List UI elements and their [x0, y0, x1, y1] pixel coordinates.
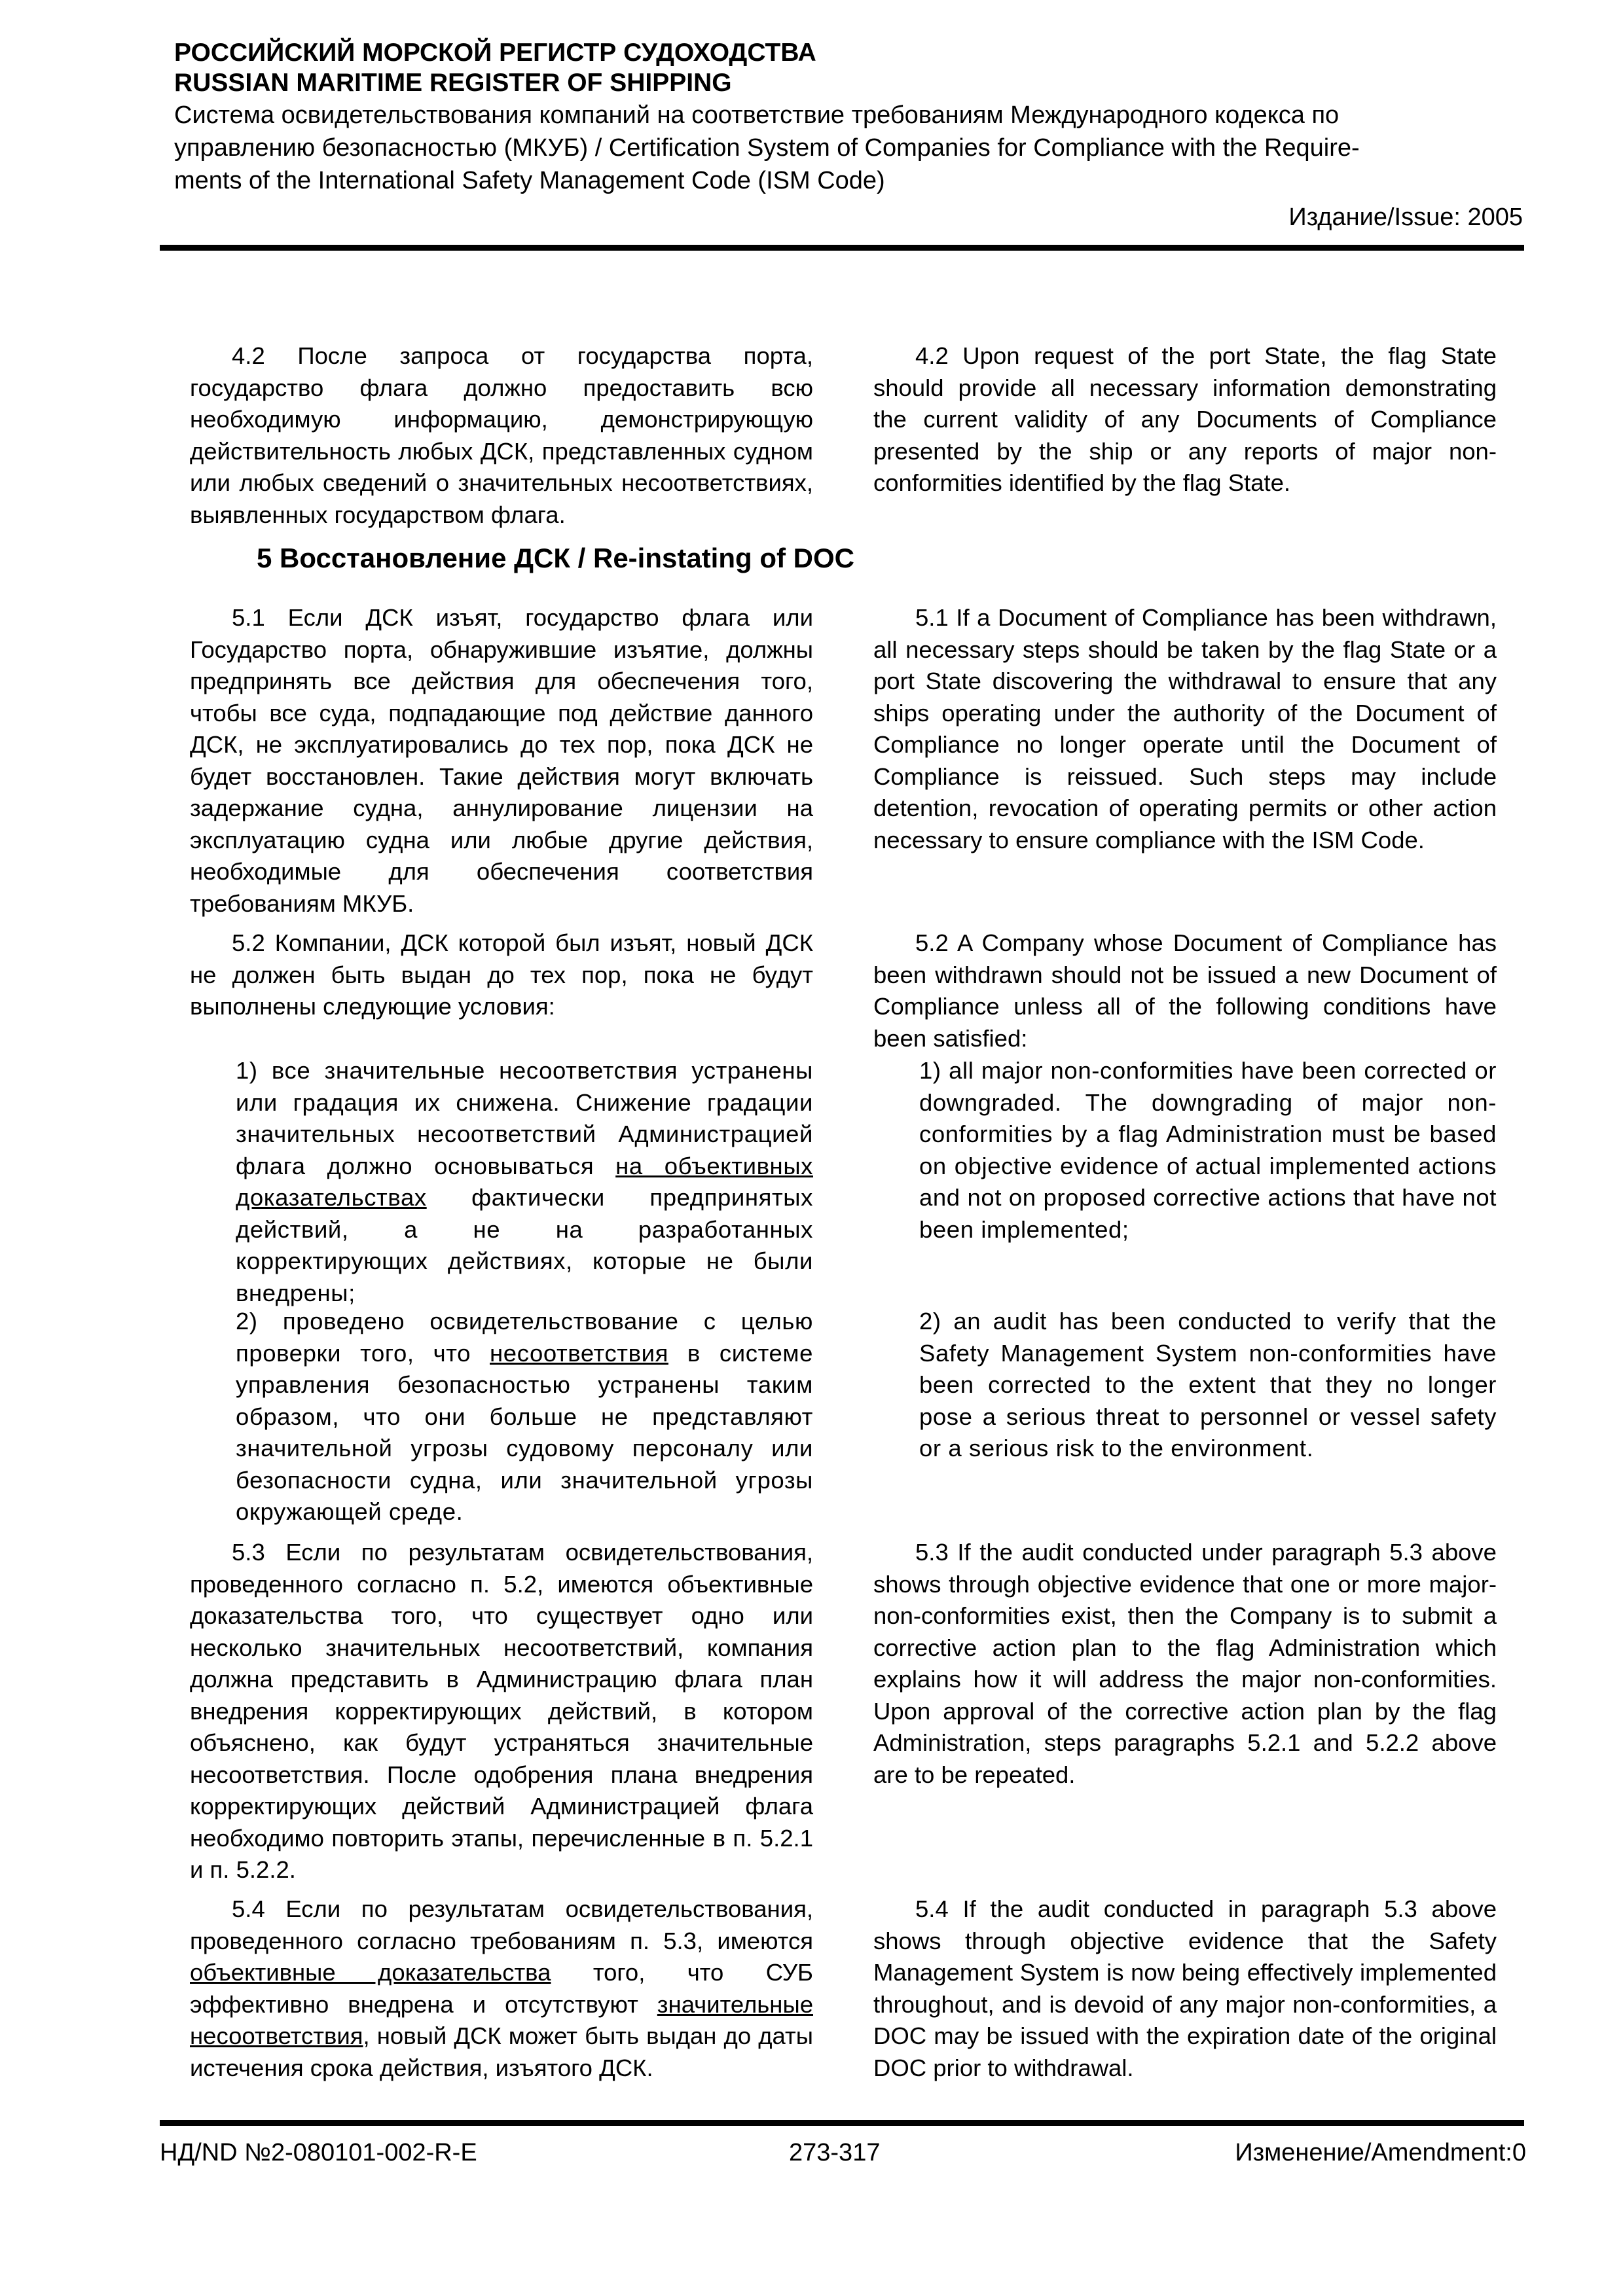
en-paragraph-5-3: 5.3 If the audit conducted under paragraph 5.3 above shows through objective evidence that one or more major-non-conformities exist, then the Company is to submit a corrective action plan to the flag Administration which explains how it will address the major non-conformities. Upon approval of the corrective action plan by the flag Administration, steps paragraphs 5.2.1 and 5.2.2 above are to be repeated. [873, 1539, 1497, 1788]
ru-paragraph-5-2: 5.2 Компании, ДСК которой был изъят, новый ДСК не должен быть выдан до тех пор, пока не будут выполнены следующие условия: [190, 929, 813, 1020]
document-number: НД/ND №2-080101-002-R-E [160, 2139, 477, 2166]
en-paragraph-5-1: 5.1 If a Document of Compliance has been withdrawn, all necessary steps should be taken by the flag State or a port State discovering the withdrawal to ensure that any ships operating under the authority of the Document of Compliance no longer operate until the Document of Compliance is reissued. Such steps may include detention, revocation of operating permits or other action necessary to ensure compliance with the ISM Code. [873, 604, 1497, 853]
register-title-en: RUSSIAN MARITIME REGISTER OF SHIPPING [174, 69, 732, 97]
issue-label: Издание/Issue: 2005 [1288, 204, 1523, 231]
document-header [174, 38, 1523, 233]
en-paragraph-5-4: 5.4 If the audit conducted in paragraph 5.3 above shows through objective evidence that the Safety Management System is now being effectively implemented throughout, and is devoid of any major non-conformities, a DOC may be issued with the expiration date of the original DOC prior to withdrawal. [873, 1895, 1497, 2081]
header-rule [160, 245, 1524, 251]
ru-underlined-phrase: объективные доказательства [190, 1959, 551, 1986]
system-title-line-1: Система освидетельствования компаний на соответствие требованиям Международного кодекса по [174, 101, 1340, 129]
ru-condition-1: 1) все значительные несоответствия устранены или градация их снижена. Снижение градации значительных несоответствий Администрацией флага должно основываться на объективных доказательствах фактически предпринятых действий, а не на разработанных корректирующих действиях, которые не были внедрены; [236, 1057, 813, 1306]
ru-underlined-phrase: на объективных доказательствах [236, 1152, 813, 1211]
ru-underlined-phrase: несоответствия [490, 1339, 668, 1367]
ru-underlined-phrase: значительные несоответствия [190, 1990, 813, 2049]
ru-paragraph-4-2: 4.2 После запроса от государства порта, государство флага должно предоставить всю необходимую информацию, демонстрирующую действительность любых ДСК, представленных судном или любых сведений о значительных несоответствиях, выявленных государством флага. [190, 342, 813, 528]
en-paragraph-5-2: 5.2 A Company whose Document of Compliance has been withdrawn should not be issued a new Document of Compliance unless all of the following conditions have been satisfied: [873, 929, 1497, 1052]
ru-paragraph-5-4: 5.4 Если по результатам освидетельствования, проведенного согласно требованиям п. 5.3, имеются объективные доказательства того, что СУБ эффективно внедрена и отсутствуют значительные несоответствия, новый ДСК может быть выдан до даты истечения срока действия, изъятого ДСК. [190, 1895, 813, 2081]
en-condition-1: 1) all major non-conformities have been corrected or downgraded. The downgrading of major non-conformities by a flag Administration must be based on objective evidence of actual implemented actions and not on proposed corrective actions that have not been implemented; [919, 1057, 1497, 1243]
ru-condition-2: 2) проведено освидетельствование с целью проверки того, что несоответствия в системе управления безопасностью устранены таким образом, что они больше не представляют значительной угрозы судовому персоналу или безопасности судна, или значительной угрозы окружающей среде. [236, 1308, 813, 1525]
system-title-line-2: управлению безопасностью (МКУБ) / Certification System of Companies for Compliance with the Require- [174, 134, 1360, 162]
page-number: 273-317 [789, 2139, 881, 2166]
footer-rule [160, 2120, 1524, 2126]
ru-paragraph-5-1: 5.1 Если ДСК изъят, государство флага или Государство порта, обнаружившие изъятие, должны предпринять все действия для обеспечения того, чтобы все суда, подпадающие под действие данного ДСК, не эксплуатировались до тех пор, пока ДСК не будет восстановлен. Такие действия могут включать задержание судна, аннулирование лицензии на эксплуатацию судна или любые другие действия, необходимые для обеспечения соответствия требованиям МКУБ. [190, 604, 813, 917]
en-paragraph-4-2: 4.2 Upon request of the port State, the flag State should provide all necessary information demonstrating the current validity of any Documents of Compliance presented by the ship or any reports of major non-conformities identified by the flag State. [873, 342, 1497, 496]
amendment-label: Изменение/Amendment:0 [1235, 2139, 1526, 2166]
register-title-ru: РОССИЙСКИЙ МОРСКОЙ РЕГИСТР СУДОХОДСТВА [174, 39, 816, 67]
en-condition-2: 2) an audit has been conducted to verify that the Safety Management System non-conformities have been corrected to the extent that they no longer pose a serious threat to personnel or vessel safety or a serious risk to the environment. [919, 1308, 1497, 1462]
section-heading-5: 5 Восстановление ДСК / Re-instating of DOC [257, 543, 854, 573]
ru-paragraph-5-3: 5.3 Если по результатам освидетельствования, проведенного согласно п. 5.2, имеются объективные доказательства того, что существует одно или несколько значительных несоответствий, компания должна представить в Администрацию флага план внедрения корректирующих действий, в котором объяснено, как будут устраняться значительные несоответствия. После одобрения плана внедрения корректирующих действий Администрацией флага необходимо повторить этапы, перечисленные в п. 5.2.1 и п. 5.2.2. [190, 1539, 813, 1883]
system-title-line-3: ments of the International Safety Management Code (ISM Code) [174, 167, 885, 194]
